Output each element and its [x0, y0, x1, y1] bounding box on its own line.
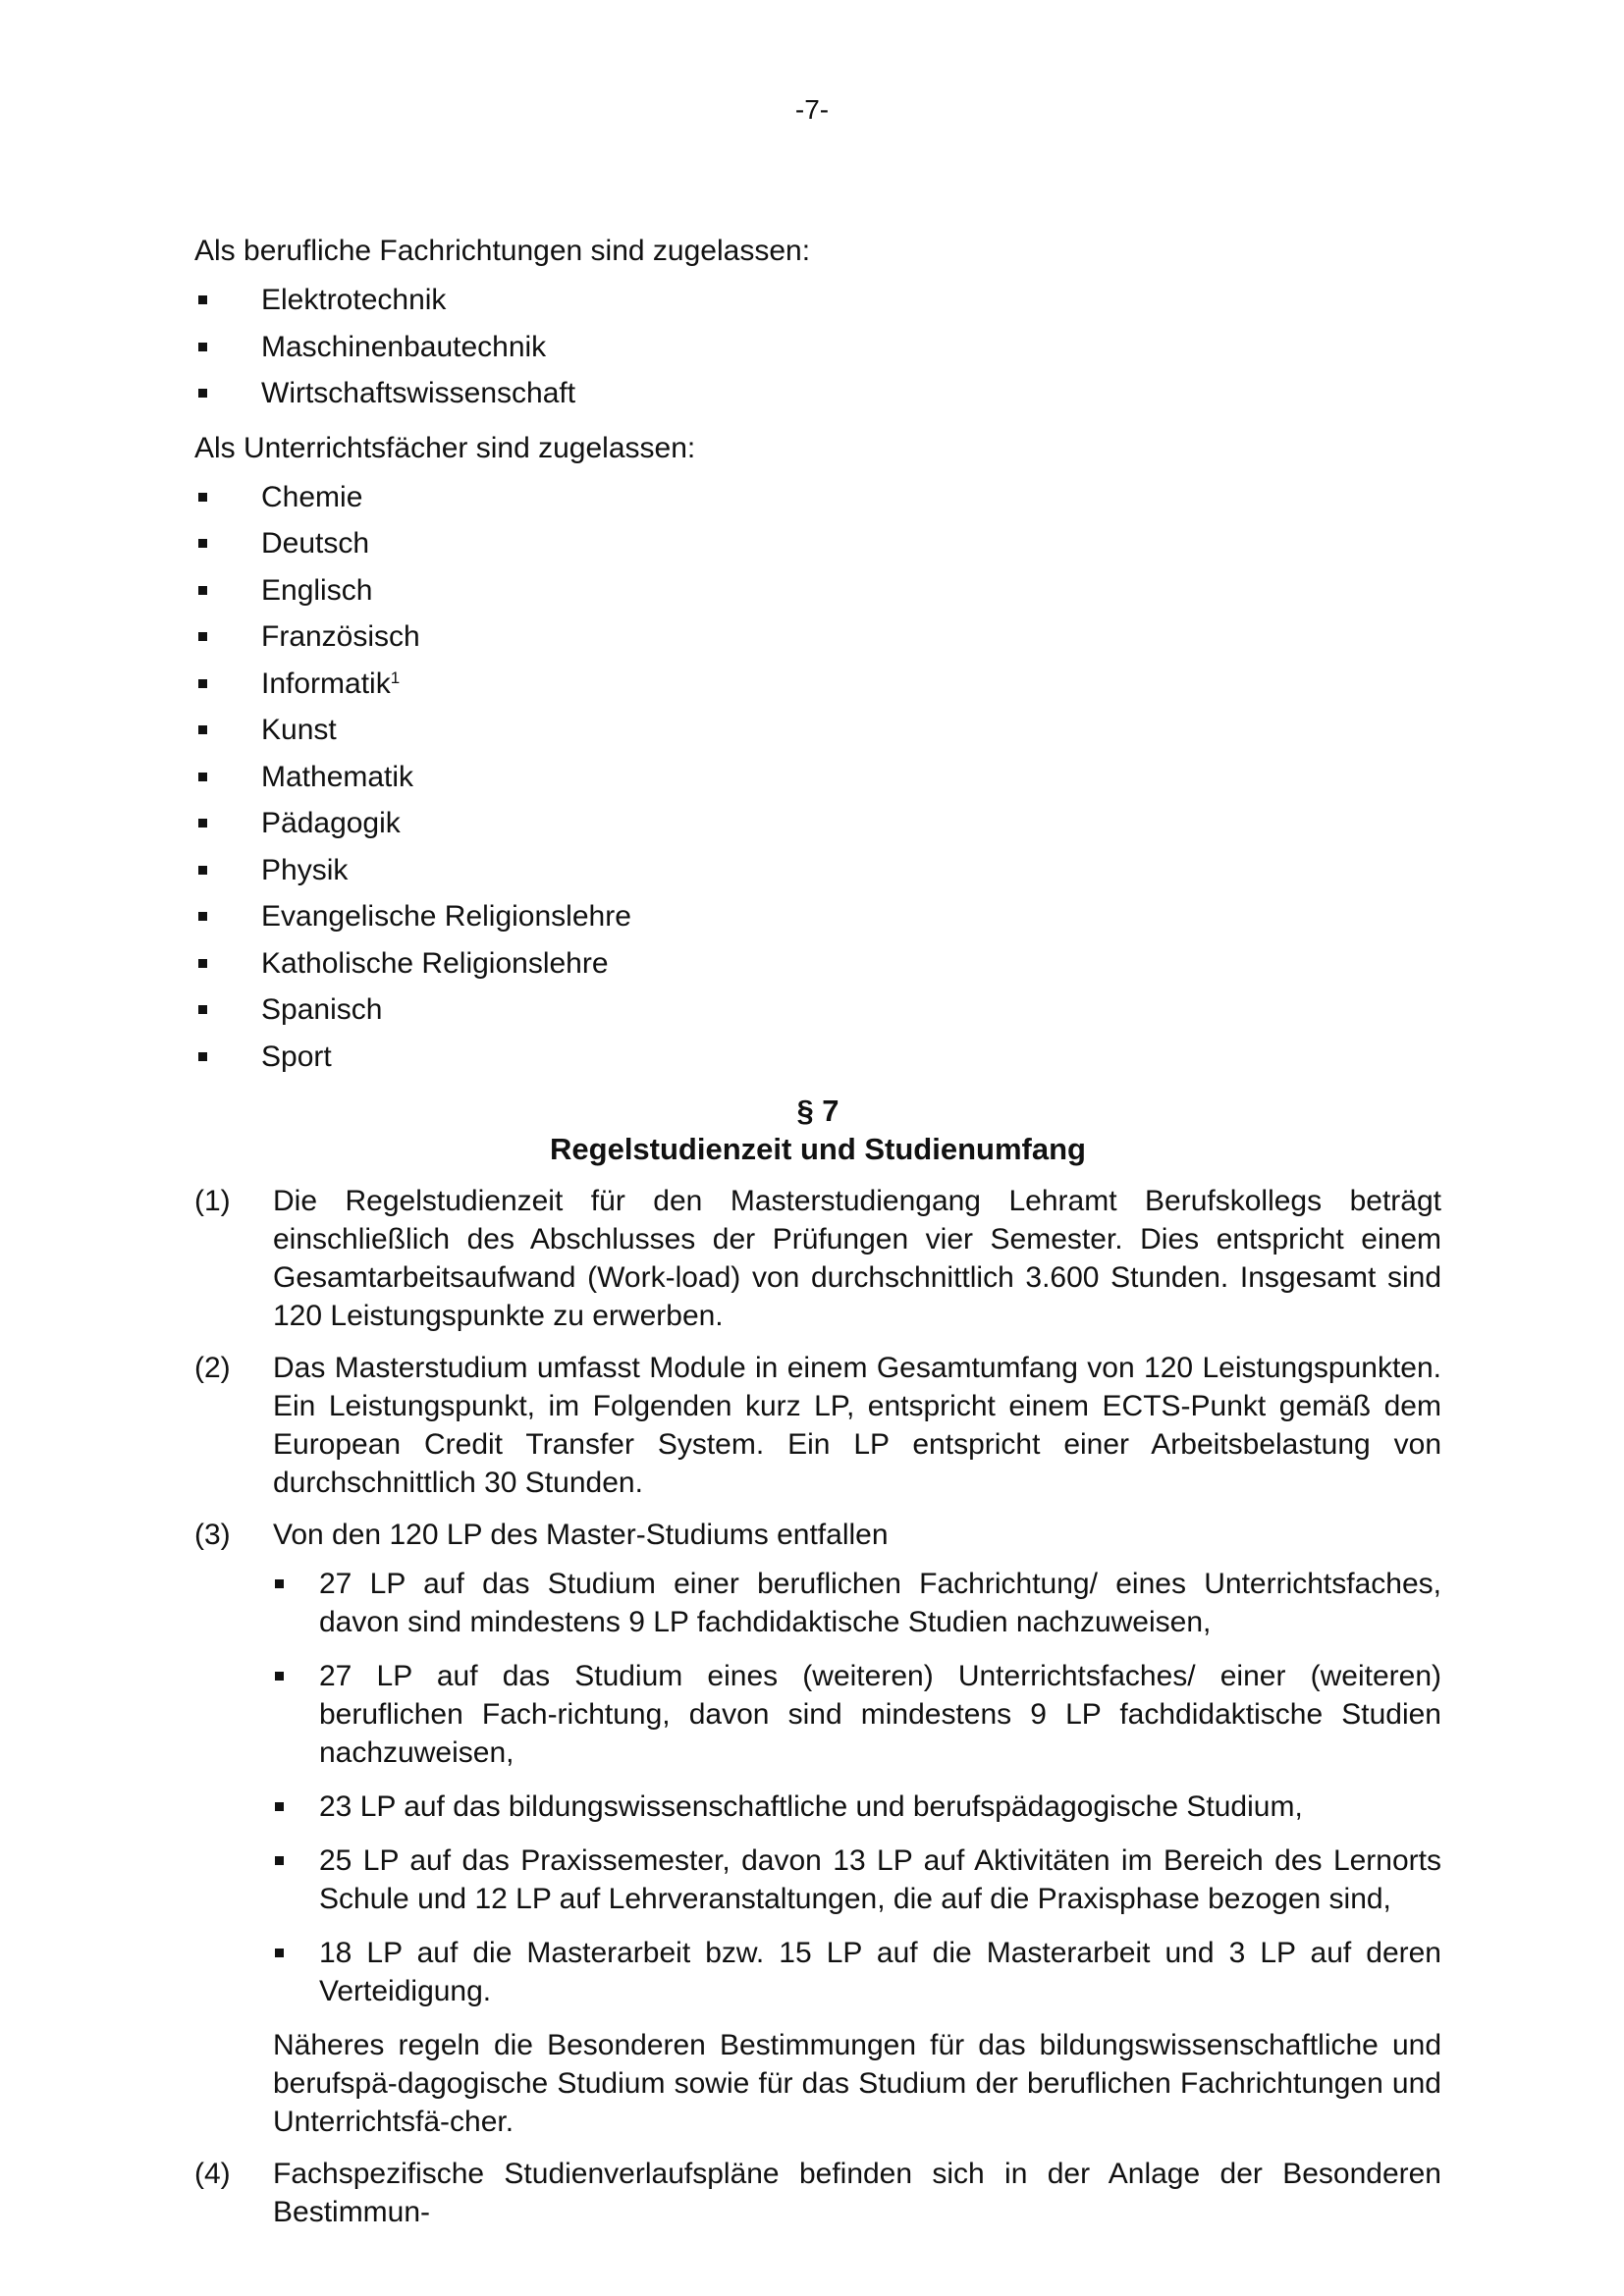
- square-bullet-icon: [198, 912, 207, 921]
- list-item: Pädagogik: [194, 804, 1441, 851]
- square-bullet-icon: [275, 1579, 284, 1588]
- section-title: Regelstudienzeit und Studienumfang: [550, 1132, 1086, 1166]
- list-item: Französisch: [194, 617, 1441, 665]
- list-item: Maschinenbautechnik: [194, 328, 1441, 375]
- square-bullet-icon: [198, 539, 207, 548]
- list-item: 27 LP auf das Studium einer beruflichen Fachrichtung/ eines Unterrichtsfaches, davon sind mindestens 9 LP fachdidaktische Studien nachzuweisen,: [273, 1565, 1441, 1641]
- fachrichtungen-intro: Als berufliche Fachrichtungen sind zugelassen:: [194, 235, 811, 267]
- square-bullet-icon: [275, 1949, 284, 1957]
- list-item: Wirtschaftswissenschaft: [194, 374, 1441, 421]
- square-bullet-icon: [198, 295, 207, 304]
- fachrichtungen-list: [194, 281, 1441, 421]
- list-item: Informatik$^1$: [194, 665, 1441, 712]
- paragraph-number: (3): [194, 1519, 231, 1551]
- unterrichtsfaecher-intro: Als Unterrichtsfächer sind zugelassen:: [194, 431, 696, 464]
- section-heading: [194, 1092, 1441, 1168]
- list-item: Physik: [194, 851, 1441, 898]
- paragraph-number: (1): [194, 1185, 231, 1217]
- square-bullet-icon: [275, 1672, 284, 1681]
- square-bullet-icon: [198, 389, 207, 398]
- list-item: Deutsch: [194, 524, 1441, 571]
- paragraph-2: [194, 1349, 1441, 1502]
- square-bullet-icon: [198, 773, 207, 781]
- paragraph-3: [194, 1516, 1441, 2141]
- list-item: Chemie: [194, 478, 1441, 525]
- square-bullet-icon: [275, 1802, 284, 1811]
- square-bullet-icon: [198, 586, 207, 595]
- list-item: 18 LP auf die Masterarbeit bzw. 15 LP auf die Masterarbeit und 3 LP auf deren Verteidigung.: [273, 1934, 1441, 2010]
- list-item: Kunst: [194, 711, 1441, 758]
- list-item: Elektrotechnik: [194, 281, 1441, 328]
- paragraph-1: [194, 1182, 1441, 1335]
- list-item: Mathematik: [194, 758, 1441, 805]
- paragraph-4: [194, 2155, 1441, 2231]
- list-item: 27 LP auf das Studium eines (weiteren) Unterrichtsfaches/ einer (weiteren) beruflichen Fach-richtung, davon sind mindestens 9 LP fachdidaktische Studien nachzuweisen,: [273, 1657, 1441, 1772]
- square-bullet-icon: [275, 1856, 284, 1865]
- footnote-marker[interactable]: 1: [390, 667, 401, 687]
- unterrichtsfaecher-list: [194, 478, 1441, 1085]
- square-bullet-icon: [198, 679, 207, 688]
- paragraph-text: Die Regelstudienzeit für den Masterstudiengang Lehramt Berufskollegs beträgt einschließlich des Abschlusses der Prüfungen vier Semester. Dies entspricht einem Gesamtarbeitsaufwand (Work-load) von durchschnittlich 3.600 Stunden. Insgesamt sind 120 Leistungspunkte zu erwerben.: [273, 1185, 1441, 1332]
- paragraph-text: Von den 120 LP des Master-Studiums entfallen: [273, 1519, 889, 1551]
- list-item: 25 LP auf das Praxissemester, davon 13 LP auf Aktivitäten im Bereich des Lernorts Schule und 12 LP auf Lehrveranstaltungen, die auf die Praxisphase bezogen sind,: [273, 1842, 1441, 1918]
- square-bullet-icon: [198, 343, 207, 351]
- paragraph-text: Das Masterstudium umfasst Module in einem Gesamtumfang von 120 Leistungspunkten. Ein Leistungspunkt, im Folgenden kurz LP, entspricht einem ECTS-Punkt gemäß dem European Credit Transfer System. Ein LP entspricht einer Arbeitsbelastung von durchschnittlich 30 Stunden.: [273, 1352, 1441, 1499]
- page-number: -7-: [794, 94, 830, 125]
- square-bullet-icon: [198, 1005, 207, 1014]
- list-item: Spanisch: [194, 990, 1441, 1038]
- paragraph-text: Fachspezifische Studienverlaufspläne befinden sich in der Anlage der Besonderen Bestimmun-: [273, 2158, 1441, 2228]
- square-bullet-icon: [198, 493, 207, 502]
- square-bullet-icon: [198, 866, 207, 875]
- list-item: Katholische Religionslehre: [194, 944, 1441, 991]
- square-bullet-icon: [198, 725, 207, 734]
- paragraph-number: (4): [194, 2158, 231, 2190]
- document-body: [194, 232, 1441, 2245]
- list-item: Sport: [194, 1038, 1441, 1085]
- square-bullet-icon: [198, 959, 207, 968]
- square-bullet-icon: [198, 819, 207, 828]
- list-item: Englisch: [194, 571, 1441, 618]
- square-bullet-icon: [198, 1052, 207, 1061]
- list-item: 23 LP auf das bildungswissenschaftliche und berufspädagogische Studium,: [273, 1788, 1441, 1826]
- square-bullet-icon: [198, 632, 207, 641]
- list-item: Evangelische Religionslehre: [194, 897, 1441, 944]
- section-number: § 7: [796, 1094, 839, 1128]
- paragraph-closing-text: Näheres regeln die Besonderen Bestimmungen für das bildungswissenschaftliche und berufspä-dagogische Studium sowie für das Studium der beruflichen Fachrichtungen und Unterrichtsfä-cher.: [273, 2029, 1441, 2138]
- lp-breakdown-list: [273, 1565, 1441, 2010]
- paragraph-number: (2): [194, 1352, 231, 1384]
